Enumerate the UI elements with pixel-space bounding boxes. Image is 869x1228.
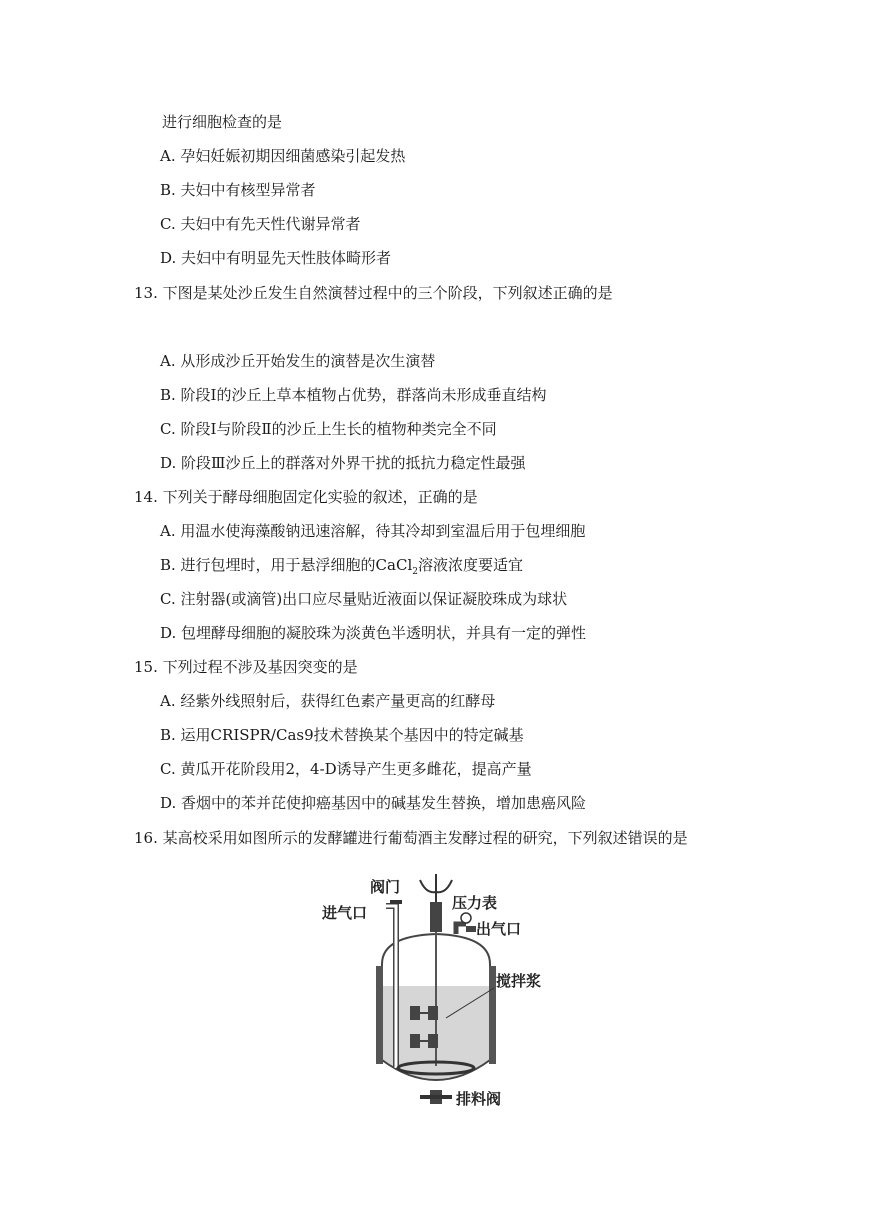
right-jacket — [489, 966, 496, 1064]
stirrer-paddle — [410, 1034, 420, 1048]
question-12-option-c: C. 夫妇中有先天性代谢异常者 — [160, 215, 361, 233]
label-pressure-gauge: 压力表 — [452, 894, 498, 912]
chemical-subscript: 2 — [412, 567, 418, 577]
pressure-gauge-body — [430, 902, 442, 932]
question-14-option-c: C. 注射器(或滴管)出口应尽量贴近液面以保证凝胶珠成为球状 — [160, 590, 568, 608]
question-14-stem: 14. 下列关于酵母细胞固定化实验的叙述，正确的是 — [134, 488, 478, 506]
question-13-option-b: B. 阶段Ⅰ的沙丘上草本植物占优势，群落尚未形成垂直结构 — [160, 386, 547, 404]
air-outlet-pipe — [456, 924, 466, 934]
question-14-option-a: A. 用温水使海藻酸钠迅速溶解，待其冷却到室温后用于包埋细胞 — [160, 522, 586, 540]
label-stirrer: 搅拌浆 — [496, 972, 542, 990]
question-15-option-b: B. 运用CRISPR/Cas9技术替换某个基因中的特定碱基 — [160, 726, 524, 744]
question-16-stem: 16. 某高校采用如图所示的发酵罐进行葡萄酒主发酵过程的研究，下列叙述错误的是 — [134, 829, 688, 847]
fermenter-diagram — [316, 868, 556, 1113]
question-15-option-d: D. 香烟中的苯并芘使抑癌基因中的碱基发生替换，增加患癌风险 — [160, 794, 587, 812]
question-13-option-c: C. 阶段Ⅰ与阶段Ⅱ的沙丘上生长的植物种类完全不同 — [160, 420, 497, 438]
stirrer-paddle — [428, 1006, 438, 1020]
label-discharge-valve: 排料阀 — [456, 1090, 502, 1108]
discharge-valve-handle-icon — [420, 1095, 452, 1099]
question-13-stem: 13. 下图是某处沙丘发生自然演替过程中的三个阶段，下列叙述正确的是 — [134, 284, 613, 302]
question-15-stem: 15. 下列过程不涉及基因突变的是 — [134, 658, 358, 676]
question-12-stem-continued: 进行细胞检查的是 — [162, 113, 283, 131]
question-13-option-a: A. 从形成沙丘开始发生的演替是次生演替 — [160, 352, 436, 370]
valve-handle-icon — [390, 900, 402, 904]
outlet-valve — [466, 926, 476, 932]
left-jacket — [376, 966, 383, 1064]
question-14-option-b — [160, 555, 523, 582]
question-14-option-d: D. 包埋酵母细胞的凝胶珠为淡黄色半透明状，并具有一定的弹性 — [160, 624, 587, 642]
question-13-option-d: D. 阶段Ⅲ沙丘上的群落对外界干扰的抵抗力稳定性最强 — [160, 454, 526, 472]
label-air-inlet: 进气口 — [322, 904, 368, 922]
question-12-option-d: D. 夫妇中有明显先天性肢体畸形者 — [160, 249, 392, 267]
question-12-option-a: A. 孕妇妊娠初期因细菌感染引起发热 — [160, 147, 406, 165]
option-b-text-after-subscript: 溶液浓度要适宜 — [418, 556, 524, 574]
option-b-text-before-subscript: B. 进行包埋时，用于悬浮细胞的CaCl — [160, 556, 413, 574]
label-air-outlet: 出气口 — [476, 920, 522, 938]
stirrer-paddle — [410, 1006, 420, 1020]
question-15-option-c: C. 黄瓜开花阶段用2，4-D诱导产生更多雌花，提高产量 — [160, 760, 532, 778]
gauge-dial-icon — [461, 913, 471, 923]
question-12-option-b: B. 夫妇中有核型异常者 — [160, 181, 316, 199]
question-15-option-a: A. 经紫外线照射后，获得红色素产量更高的红酵母 — [160, 692, 496, 710]
stirrer-paddle — [428, 1034, 438, 1048]
label-valve: 阀门 — [370, 878, 401, 896]
